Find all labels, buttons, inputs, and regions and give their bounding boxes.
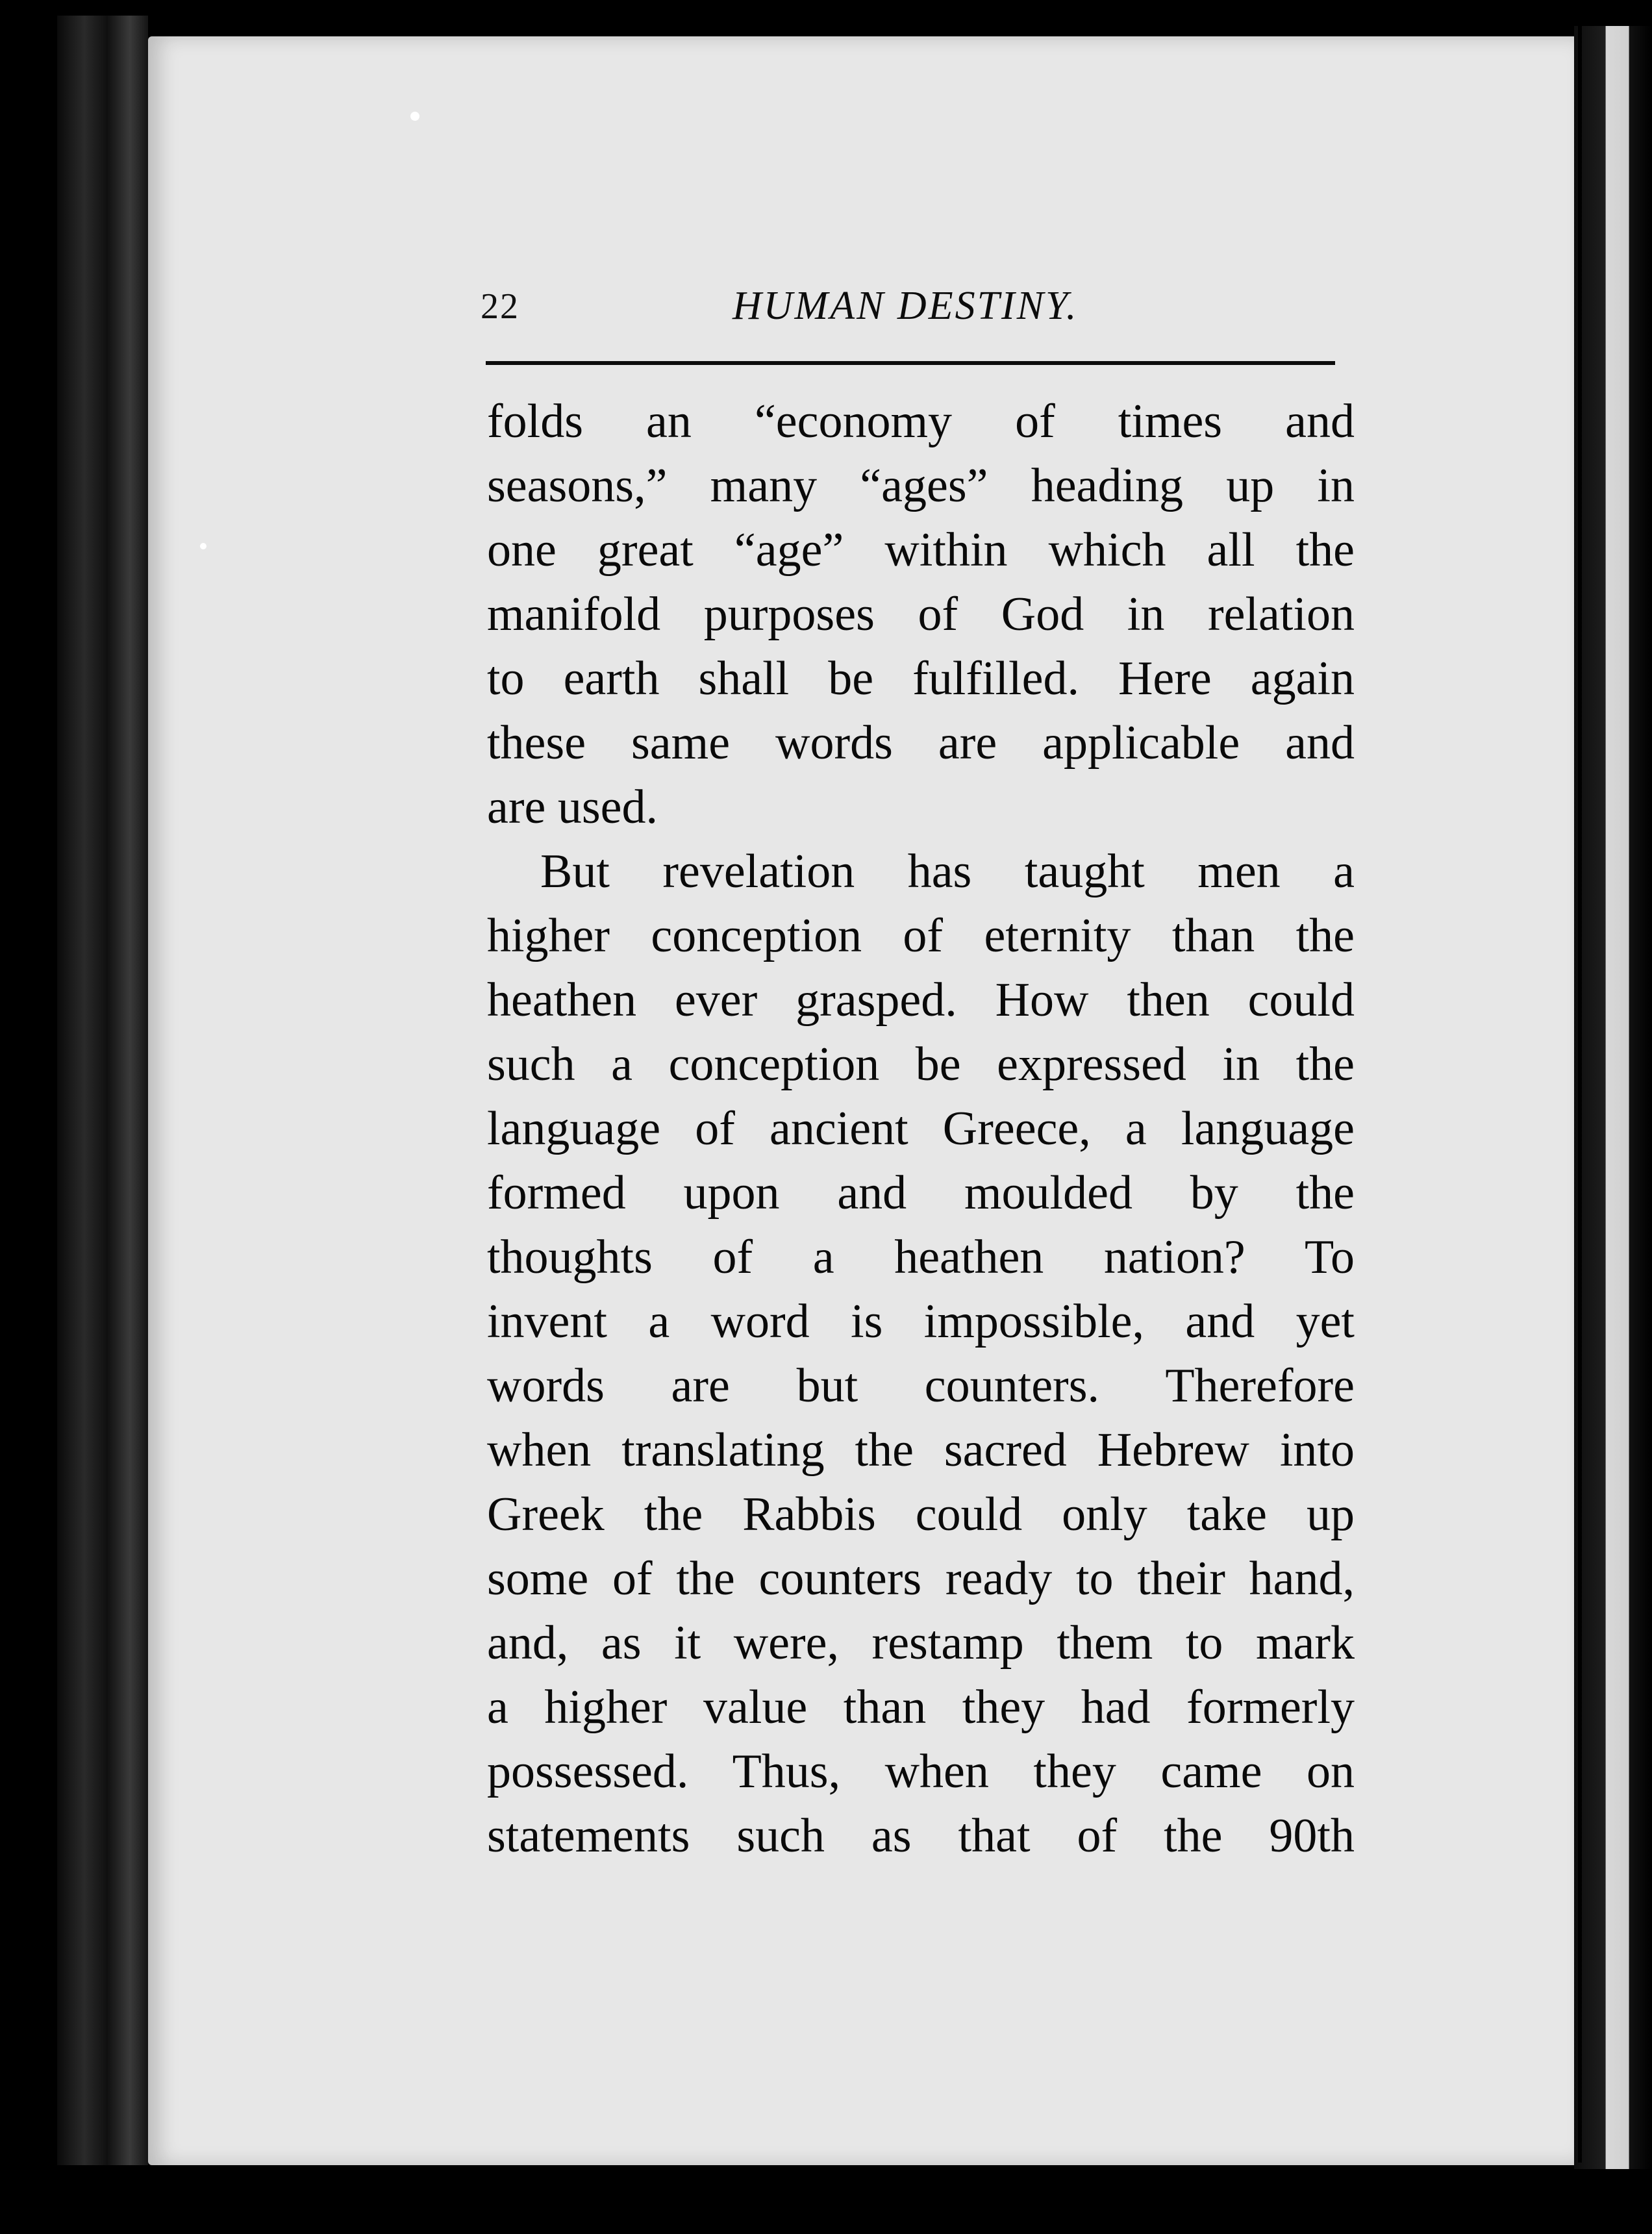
left-page-stack-edge <box>57 16 148 2165</box>
text-line: higher conception of eternity than the <box>487 909 1355 962</box>
text-line: words are but counters. Therefore <box>487 1359 1355 1412</box>
text-line: heathen ever grasped. How then could <box>487 973 1355 1027</box>
text-line: a higher value than they had formerly <box>487 1681 1355 1734</box>
dust-speck <box>200 543 206 549</box>
text-line: such a conception be expressed in the <box>487 1038 1355 1091</box>
text-line: when translating the sacred Hebrew into <box>487 1424 1355 1477</box>
text-line: these same words are applicable and <box>487 716 1355 770</box>
binding-gutter <box>1578 19 1582 2163</box>
text-line: to earth shall be fulfilled. Here again <box>487 652 1355 705</box>
text-line: Greek the Rabbis could only take up <box>487 1488 1355 1541</box>
running-head: HUMAN DESTINY. <box>732 284 1079 328</box>
text-line: and, as it were, restamp them to mark <box>487 1616 1355 1670</box>
text-line: some of the counters ready to their hand, <box>487 1552 1355 1605</box>
text-line: are used. <box>487 781 658 834</box>
header-rule <box>486 361 1335 365</box>
dust-speck <box>410 112 419 121</box>
body-text <box>487 390 1355 1868</box>
text-line: thoughts of a heathen nation? To <box>487 1231 1355 1284</box>
text-line: invent a word is impossible, and yet <box>487 1295 1355 1348</box>
text-line: one great “age” within which all the <box>487 523 1355 577</box>
text-line: seasons,” many “ages” heading up in <box>487 459 1355 512</box>
text-line: statements such as that of the 90th <box>487 1809 1355 1863</box>
text-line: manifold purposes of God in relation <box>487 588 1355 641</box>
right-page-edge <box>1574 26 1652 2169</box>
text-line: possessed. Thus, when they came on <box>487 1745 1355 1798</box>
text-line: formed upon and moulded by the <box>487 1166 1355 1220</box>
text-line: folds an “economy of times and <box>487 395 1355 448</box>
text-line: language of ancient Greece, a language <box>487 1102 1355 1155</box>
text-line: But revelation has taught men a <box>540 845 1355 898</box>
page-number: 22 <box>481 286 519 327</box>
